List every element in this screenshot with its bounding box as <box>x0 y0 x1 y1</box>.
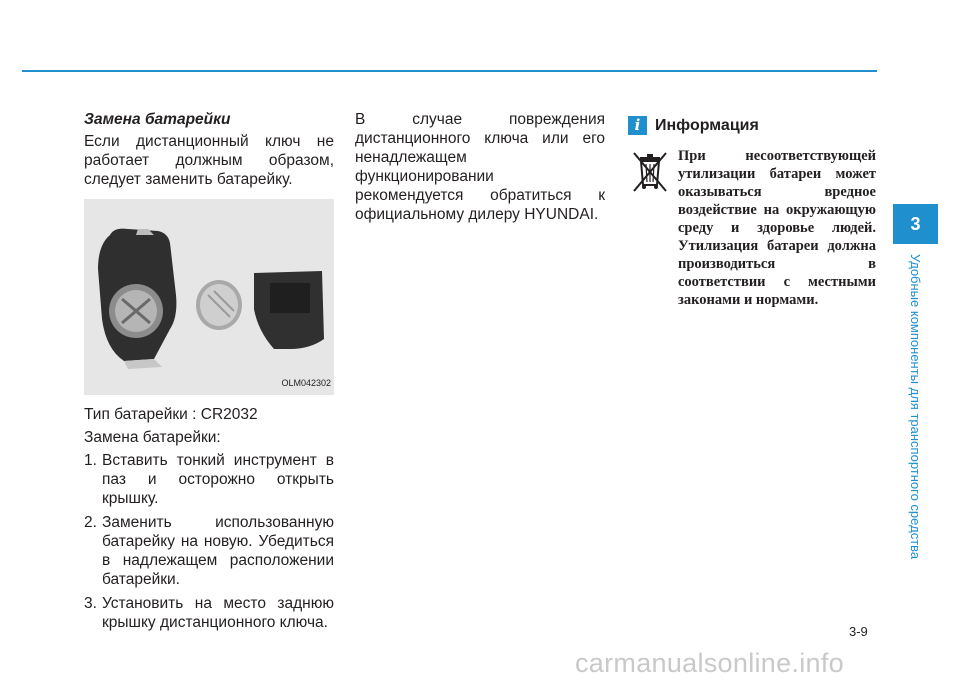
step-number: 3. <box>84 595 97 612</box>
list-item <box>84 594 334 632</box>
list-item <box>84 451 334 508</box>
list-item <box>84 513 334 589</box>
watermark: carmanualsonline.info <box>575 648 844 678</box>
chapter-number: 3 <box>893 204 938 244</box>
page-number: 3-9 <box>849 624 868 639</box>
step-text: Установить на место заднюю крышку дистанционного ключа. <box>102 595 334 631</box>
damage-paragraph: В случае повреждения дистанционного ключа или его ненадлежащем функционировании рекомендуется обратиться к официальному дилеру HYUNDAI. <box>355 111 605 223</box>
info-text: При несоответствующей утилизации батареи может оказываться вредное воздействие на окружающую среду и здоровье людей. Утилизация батареи должна производиться в соответствии с местными законами и нормами. <box>678 148 876 308</box>
chapter-side-title <box>905 254 925 584</box>
section-title: Замена батарейки <box>84 111 231 128</box>
info-icon: i <box>628 116 647 135</box>
column-information <box>628 110 878 309</box>
column-battery-replacement <box>84 110 334 637</box>
replacement-label: Замена батарейки: <box>84 429 221 446</box>
key-battery-figure <box>84 199 334 395</box>
figure-code: OLM042302 <box>281 378 331 388</box>
step-number: 1. <box>84 452 97 469</box>
key-battery-illustration <box>84 199 334 395</box>
info-heading: Информация <box>655 117 759 134</box>
step-number: 2. <box>84 514 97 531</box>
info-body <box>628 147 878 309</box>
step-text: Заменить использованную батарейку на новую. Убедиться в надлежащем расположении батарейки. <box>102 514 334 588</box>
chapter-title: Удобные компоненты для транспортного средства <box>908 254 923 560</box>
intro-paragraph: Если дистанционный ключ не работает должным образом, следует заменить батарейку. <box>84 133 334 188</box>
battery-type: Тип батарейки : CR2032 <box>84 406 258 423</box>
top-rule <box>22 70 877 72</box>
info-header <box>628 116 878 135</box>
step-text: Вставить тонкий инструмент в паз и осторожно открыть крышку. <box>102 452 334 507</box>
column-damage-note <box>355 110 605 224</box>
replacement-steps <box>84 451 334 632</box>
crossed-bin-icon <box>630 149 670 193</box>
